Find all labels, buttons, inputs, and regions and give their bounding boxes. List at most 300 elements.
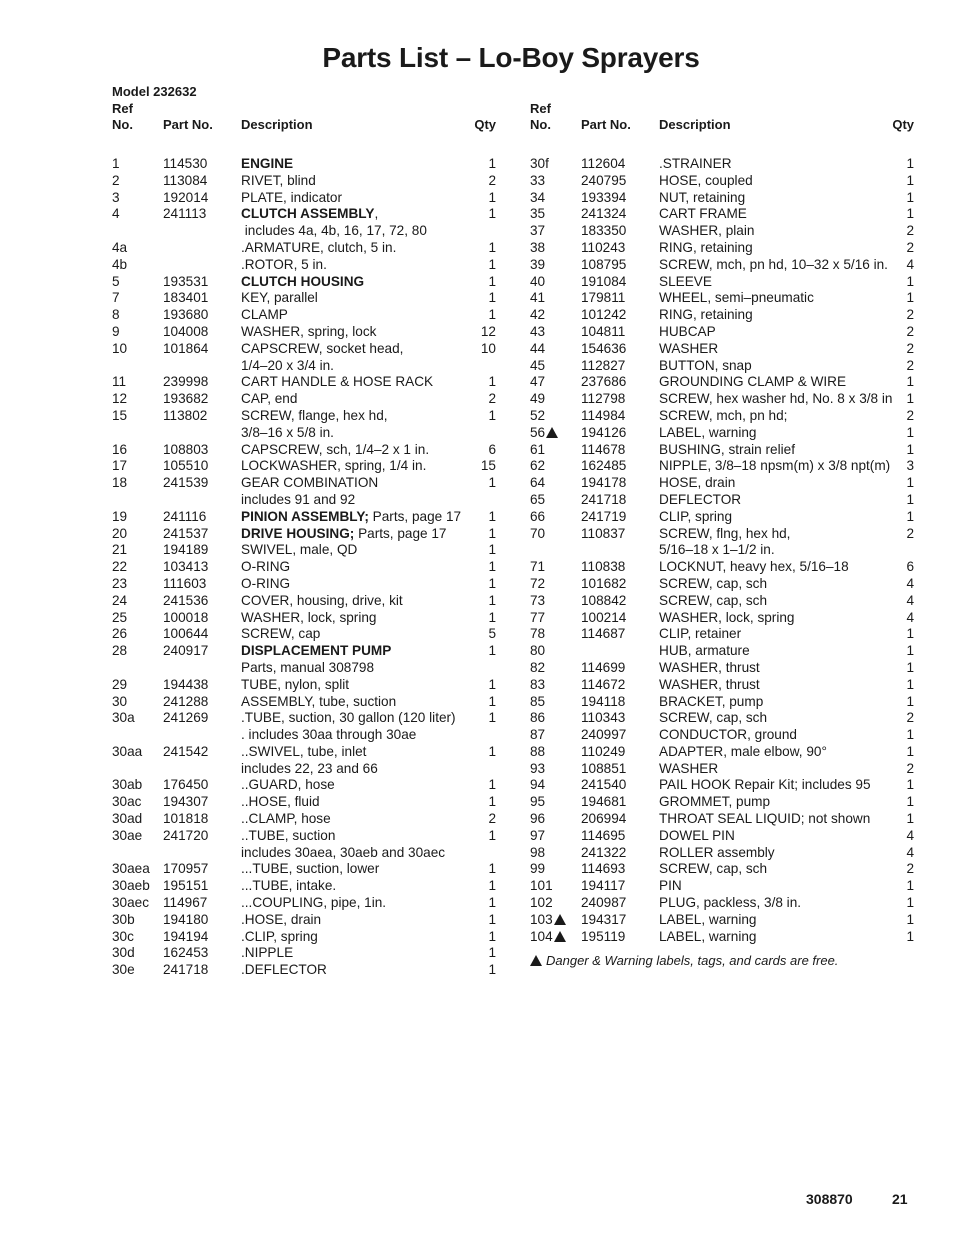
table-row [112, 677, 496, 694]
table-row [112, 610, 496, 627]
table-header [112, 100, 496, 156]
description-text: 1/4–20 x 3/4 in. [241, 357, 334, 373]
ref-no-text: 56 [530, 424, 546, 440]
ref-no-text: 52 [530, 407, 546, 423]
table-row [530, 408, 914, 425]
description [241, 341, 403, 358]
ref-no: 30a [112, 710, 135, 726]
qty: 6 [906, 559, 914, 575]
description-text: ..CLAMP, hose [241, 811, 331, 827]
ref-no-text: 86 [530, 710, 546, 726]
description-text: , [374, 206, 379, 222]
ref-no-text: 42 [530, 307, 546, 323]
table-row [112, 257, 496, 274]
description: PLUG, packless, 3/8 in. [659, 895, 802, 911]
part-no: 105510 [163, 458, 209, 474]
description-text: Parts, manual 308798 [241, 659, 375, 675]
header-no: No. [530, 117, 551, 132]
warning-triangle-icon [530, 955, 542, 966]
qty: 1 [488, 273, 496, 289]
ref-no [530, 156, 549, 173]
part-no: 241288 [163, 693, 209, 709]
qty: 1 [906, 206, 914, 222]
part-no: 194180 [163, 911, 209, 927]
part-no: 114530 [163, 156, 208, 171]
description [241, 945, 293, 962]
table-row [112, 374, 496, 391]
table-body [112, 156, 496, 979]
ref-no-text: 30f [530, 156, 549, 171]
part-no: 241540 [581, 777, 627, 793]
part-no: 108795 [581, 256, 627, 272]
description: WASHER, thrust [659, 676, 760, 692]
part-no: 108851 [581, 760, 627, 776]
qty: 1 [488, 206, 496, 222]
ref-no: 17 [112, 458, 128, 474]
part-no: 176450 [163, 777, 209, 793]
ref-no-text: 97 [530, 827, 546, 843]
qty: 1 [488, 189, 496, 205]
part-no: 241324 [581, 206, 627, 222]
table-row [530, 694, 914, 711]
qty: 2 [906, 223, 914, 239]
ref-no [530, 257, 545, 274]
description [241, 358, 334, 375]
table-row [530, 660, 914, 677]
ref-no-text: 93 [530, 760, 546, 776]
qty: 1 [488, 592, 496, 608]
table-row [112, 559, 496, 576]
description-text: 3/8–16 x 5/8 in. [241, 424, 334, 440]
description [241, 828, 335, 845]
description-text: ..SWIVEL, tube, inlet [241, 743, 367, 759]
ref-no: 30aea [112, 861, 150, 877]
qty: 1 [906, 928, 914, 944]
model-number: Model 232632 [112, 84, 197, 99]
ref-no [530, 761, 545, 778]
ref-no: 8 [112, 307, 120, 323]
description-text: WASHER, spring, lock [241, 323, 377, 339]
ref-no-text: 87 [530, 727, 546, 743]
description-text: LOCKWASHER, spring, 1/4 in. [241, 458, 427, 474]
parts-table-left [112, 100, 496, 979]
qty: 1 [488, 945, 496, 961]
qty: 2 [906, 710, 914, 726]
qty: 1 [488, 693, 496, 709]
table-row [112, 878, 496, 895]
description-text: CAPSCREW, socket head, [241, 340, 404, 356]
qty: 12 [480, 323, 496, 339]
ref-no: 18 [112, 475, 128, 491]
qty: 1 [906, 895, 914, 911]
qty: 1 [906, 659, 914, 675]
ref-no-text: 71 [530, 559, 546, 575]
qty: 1 [906, 626, 914, 642]
table-row [530, 290, 914, 307]
ref-no [530, 290, 545, 307]
description: DOWEL PIN [659, 827, 735, 843]
qty: 1 [906, 491, 914, 507]
table-row [530, 861, 914, 878]
table-row [112, 945, 496, 962]
ref-no-text: 101 [530, 878, 553, 894]
description-text: ..GUARD, hose [241, 777, 335, 793]
header-part-no: Part No. [163, 117, 213, 132]
description-text: .CLIP, spring [241, 928, 318, 944]
qty: 1 [906, 643, 914, 659]
table-row [530, 610, 914, 627]
header-qty: Qty [892, 117, 914, 132]
ref-no-text: 39 [530, 256, 546, 272]
ref-no [530, 811, 545, 828]
part-no: 241720 [163, 827, 209, 843]
ref-no [530, 425, 558, 442]
part-no: 111603 [163, 575, 207, 591]
part-no: 194438 [163, 676, 209, 692]
ref-no-text: 64 [530, 475, 546, 491]
table-row [112, 962, 496, 979]
qty: 1 [906, 508, 914, 524]
ref-no-text: 65 [530, 491, 546, 507]
description [241, 458, 426, 475]
ref-no [530, 828, 545, 845]
description: CLIP, retainer [659, 626, 742, 642]
part-no: 194126 [581, 424, 627, 440]
qty: 1 [906, 475, 914, 491]
table-row [112, 660, 496, 677]
ref-no-text: 77 [530, 609, 546, 625]
ref-no [530, 475, 545, 492]
ref-no-text: 38 [530, 239, 546, 255]
table-body [530, 156, 914, 945]
ref-no-text: 85 [530, 693, 546, 709]
description: WHEEL, semi–pneumatic [659, 290, 814, 306]
description [241, 761, 378, 778]
table-row [112, 694, 496, 711]
qty: 2 [488, 391, 496, 407]
part-no: 195151 [163, 878, 209, 894]
ref-no: 15 [112, 407, 128, 423]
ref-no-text: 34 [530, 189, 546, 205]
description [241, 475, 378, 492]
part-no: 110243 [581, 239, 626, 255]
document-number: 308870 [806, 1191, 853, 1207]
ref-no-text: 61 [530, 441, 546, 457]
description: HOSE, coupled [659, 172, 753, 188]
ref-no-text: 66 [530, 508, 546, 524]
ref-no [530, 391, 545, 408]
table-row [530, 475, 914, 492]
part-no: 241269 [163, 710, 209, 726]
description: LOCKNUT, heavy hex, 5/16–18 [659, 559, 849, 575]
description-text: ...TUBE, suction, lower [241, 861, 380, 877]
ref-no: 16 [112, 441, 128, 457]
description: SCREW, flng, hex hd, [659, 525, 791, 541]
description-bold: DISPLACEMENT PUMP [241, 643, 392, 659]
description-bold: CLUTCH HOUSING [241, 273, 365, 289]
qty: 2 [906, 323, 914, 339]
part-no: 114687 [581, 626, 626, 642]
qty: 1 [906, 441, 914, 457]
description [241, 257, 327, 274]
ref-no: 4 [112, 206, 120, 222]
description: LABEL, warning [659, 424, 757, 440]
header-no: No. [112, 117, 133, 132]
description [241, 408, 388, 425]
description-text: KEY, parallel [241, 290, 318, 306]
qty: 1 [488, 239, 496, 255]
ref-no: 30d [112, 945, 135, 961]
table-row [530, 156, 914, 173]
part-no: 240997 [581, 727, 627, 743]
ref-no-text: 99 [530, 861, 546, 877]
description-text: WASHER, lock, spring [241, 609, 377, 625]
header-qty: Qty [474, 117, 496, 132]
description: SCREW, cap, sch [659, 710, 768, 726]
description-text: CAPSCREW, sch, 1/4–2 x 1 in. [241, 441, 430, 457]
part-no: 108842 [581, 592, 627, 608]
description [241, 374, 433, 391]
part-no: 112604 [581, 156, 626, 171]
qty: 1 [906, 189, 914, 205]
ref-no [530, 358, 545, 375]
footnote-text: Danger & Warning labels, tags, and cards are free. [546, 953, 839, 968]
ref-no: 30e [112, 962, 135, 978]
description-bold: ENGINE [241, 156, 294, 171]
qty: 1 [488, 861, 496, 877]
description-text: CLAMP [241, 307, 288, 323]
qty: 1 [488, 290, 496, 306]
part-no: 194118 [581, 693, 626, 709]
table-row [112, 744, 496, 761]
qty: 1 [488, 895, 496, 911]
description: SCREW, hex washer hd, No. 8 x 3/8 in [659, 391, 893, 407]
qty: 4 [906, 592, 914, 608]
description [241, 173, 316, 190]
qty: 1 [488, 542, 496, 558]
ref-no: 12 [112, 391, 128, 407]
part-no: 100018 [163, 609, 209, 625]
qty: 2 [906, 239, 914, 255]
table-row [112, 475, 496, 492]
table-row [530, 223, 914, 240]
qty: 1 [906, 811, 914, 827]
description-text: includes 4a, 4b, 16, 17, 72, 80 [241, 223, 427, 239]
ref-no [530, 878, 553, 895]
table-row [112, 290, 496, 307]
ref-no [530, 694, 545, 711]
description: BUSHING, strain relief [659, 441, 795, 457]
ref-no: 2 [112, 172, 120, 188]
warning-triangle-icon [554, 931, 566, 942]
table-row [112, 509, 496, 526]
table-row [530, 828, 914, 845]
description [241, 727, 416, 744]
qty: 1 [906, 743, 914, 759]
table-row [112, 845, 496, 862]
description: CART FRAME [659, 206, 747, 222]
ref-no [530, 492, 545, 509]
header-description: Description [659, 117, 731, 132]
page-title: Parts List – Lo-Boy Sprayers [322, 42, 700, 73]
part-no: 193394 [581, 189, 627, 205]
table-row [112, 458, 496, 475]
description-text: GEAR COMBINATION [241, 475, 379, 491]
description-text: PLATE, indicator [241, 189, 342, 205]
ref-no-text: 70 [530, 525, 546, 541]
part-no: 193680 [163, 307, 209, 323]
qty: 4 [906, 844, 914, 860]
ref-no [530, 777, 545, 794]
description: RING, retaining [659, 239, 753, 255]
ref-no: 21 [112, 542, 128, 558]
description-text: SCREW, flange, hex hd, [241, 407, 388, 423]
description: PIN [659, 878, 682, 894]
qty: 1 [906, 794, 914, 810]
warning-triangle-icon [546, 427, 558, 438]
ref-no [530, 677, 545, 694]
part-no: 193682 [163, 391, 209, 407]
ref-no: 25 [112, 609, 128, 625]
ref-no [530, 643, 545, 660]
qty: 1 [488, 777, 496, 793]
ref-no [530, 912, 566, 929]
qty: 1 [488, 609, 496, 625]
qty: 1 [488, 307, 496, 323]
qty: 1 [488, 643, 496, 659]
description [241, 240, 396, 257]
description-text: Parts, page 17 [354, 525, 447, 541]
table-row [530, 274, 914, 291]
part-no: 241718 [581, 491, 627, 507]
ref-no [530, 727, 545, 744]
table-row [112, 861, 496, 878]
qty: 5 [488, 626, 496, 642]
table-row [530, 811, 914, 828]
description-bold: DRIVE HOUSING; [241, 525, 355, 541]
table-row [530, 206, 914, 223]
ref-no [530, 173, 545, 190]
qty: 1 [488, 878, 496, 894]
description-text: includes 91 and 92 [241, 491, 356, 507]
table-row [530, 593, 914, 610]
table-row [530, 895, 914, 912]
description [241, 962, 327, 979]
description [241, 878, 336, 895]
ref-no [530, 509, 545, 526]
table-row [530, 374, 914, 391]
description-text: .DEFLECTOR [241, 962, 327, 978]
table-row [112, 727, 496, 744]
part-no: 195119 [581, 928, 626, 944]
description-text: .TUBE, suction, 30 gallon (120 liter) [241, 710, 456, 726]
description-text: SCREW, cap [241, 626, 321, 642]
description [241, 744, 366, 761]
description [241, 391, 297, 408]
part-no: 110249 [581, 743, 626, 759]
part-no: 194194 [163, 928, 209, 944]
qty: 1 [906, 290, 914, 306]
part-no: 104811 [581, 323, 626, 339]
ref-no: 30aec [112, 895, 150, 911]
table-row [530, 794, 914, 811]
qty: 1 [488, 156, 496, 171]
part-no: 114678 [581, 441, 626, 457]
table-row [112, 324, 496, 341]
part-no: 241536 [163, 592, 209, 608]
description: SCREW, mch, pn hd, 10–32 x 5/16 in. [659, 256, 888, 272]
qty: 1 [906, 172, 914, 188]
table-row [112, 307, 496, 324]
description-bold: PINION ASSEMBLY; [241, 508, 369, 524]
part-no: 170957 [163, 861, 209, 877]
ref-no-text: 49 [530, 391, 546, 407]
part-no: 194317 [581, 911, 627, 927]
table-row [530, 727, 914, 744]
qty: 1 [488, 508, 496, 524]
ref-no: 22 [112, 559, 128, 575]
table-row [530, 240, 914, 257]
ref-no-text: 88 [530, 743, 546, 759]
part-no: 179811 [581, 290, 626, 306]
part-no: 101818 [163, 811, 209, 827]
qty: 1 [488, 827, 496, 843]
qty: 1 [906, 693, 914, 709]
description-text: O-RING [241, 559, 291, 575]
table-row [112, 173, 496, 190]
table-row [112, 492, 496, 509]
description [241, 156, 293, 173]
warning-footnote [530, 953, 838, 968]
description-text: SWIVEL, male, QD [241, 542, 358, 558]
ref-no [530, 526, 545, 543]
table-row [112, 828, 496, 845]
description-bold: CLUTCH ASSEMBLY [241, 206, 375, 222]
qty: 1 [488, 256, 496, 272]
ref-no: 10 [112, 340, 128, 356]
part-no: 241539 [163, 475, 209, 491]
description-text: ..TUBE, suction [241, 827, 336, 843]
description: DEFLECTOR [659, 491, 742, 507]
description-text: RIVET, blind [241, 172, 316, 188]
table-row [112, 341, 496, 358]
table-row [530, 576, 914, 593]
description [241, 912, 321, 929]
ref-no-text: 95 [530, 794, 546, 810]
ref-no [530, 626, 545, 643]
table-row [112, 794, 496, 811]
part-no: 103413 [163, 559, 209, 575]
description-text: CAP, end [241, 391, 298, 407]
table-row [530, 425, 914, 442]
part-no: 237686 [581, 374, 627, 390]
description [241, 223, 427, 240]
qty: 2 [906, 307, 914, 323]
ref-no-text: 33 [530, 172, 546, 188]
qty: 1 [488, 559, 496, 575]
ref-no [530, 660, 545, 677]
header-ref: Ref [530, 101, 551, 116]
description-text: ...TUBE, intake. [241, 878, 337, 894]
description: CLIP, spring [659, 508, 733, 524]
qty: 2 [488, 811, 496, 827]
qty: 1 [488, 928, 496, 944]
ref-no: 30 [112, 693, 128, 709]
part-no: 110837 [581, 525, 626, 541]
table-row [112, 929, 496, 946]
part-no: 191084 [581, 273, 627, 289]
table-row [530, 307, 914, 324]
